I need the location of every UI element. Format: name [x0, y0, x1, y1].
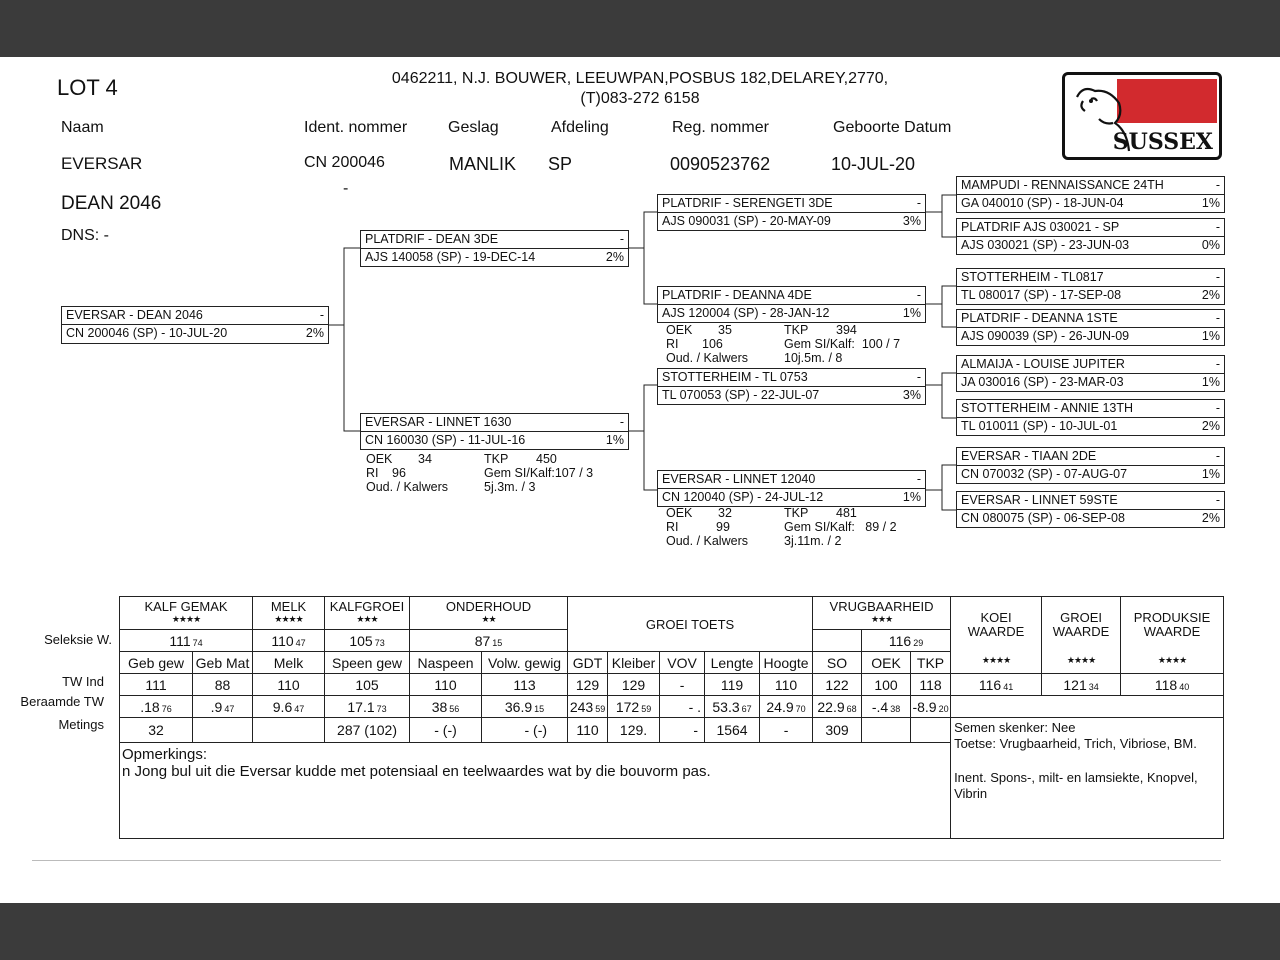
beraamde-cell: [911, 696, 951, 718]
ggp-name: PLATDRIF - DEANNA 1STE: [961, 311, 1118, 325]
divider: [658, 488, 925, 489]
divider: [658, 386, 925, 387]
accuracy: 41: [1003, 681, 1014, 692]
group-kalf-gemak: [120, 597, 253, 630]
stat-label: Gem SI/Kalf:: [484, 466, 555, 480]
stat-label: Oud. / Kalwers: [666, 534, 748, 548]
animal-geboorte: 10-JUL-20: [831, 154, 916, 174]
ss-reg: AJS 090031 (SP) - 20-MAY-09: [662, 214, 831, 228]
beraamde-cell: [193, 696, 253, 718]
metings-cell: [911, 718, 951, 743]
beraamde-cell: [482, 696, 568, 718]
twind-cell: 110: [253, 674, 325, 696]
stars-icon: ★★★★: [171, 614, 201, 624]
animal-geslag: MANLIK: [449, 154, 517, 174]
accuracy: 20: [938, 703, 949, 714]
stat-value: 32: [718, 506, 732, 520]
animal-name-2: DEAN 2046: [61, 193, 162, 214]
header-geboorte: Geboorte Datum: [833, 119, 952, 136]
animal-reg: 0090523762: [670, 154, 771, 174]
pedigree-ggp-5: [956, 355, 1225, 392]
stat-label: TKP: [484, 452, 509, 466]
group-label: WAARDE: [967, 624, 1025, 639]
group-label: ONDERHOUD: [445, 599, 532, 614]
pedigree-ggp-2: [956, 218, 1225, 255]
beraamde-cell: [705, 696, 760, 718]
seleksie-vrugbaarheid: [862, 630, 951, 652]
value: 118: [1154, 676, 1178, 693]
group-label: WAARDE: [1143, 624, 1201, 639]
animal-ident-dash: -: [343, 180, 349, 197]
metings-cell: -: [760, 718, 813, 743]
divider: [658, 212, 925, 213]
col-header: Geb Mat: [193, 652, 253, 674]
stat-label: Gem SI/Kalf:: [784, 337, 855, 351]
stat-value: 481: [836, 506, 857, 520]
divider: [957, 194, 1224, 195]
group-onderhoud: [410, 597, 568, 630]
produksie-waarde-value: [1121, 674, 1224, 696]
accuracy: 73: [376, 703, 387, 714]
remarks-cell: [120, 743, 951, 839]
value: -8.9: [912, 698, 937, 715]
owner-line-2: (T)083-272 6158: [580, 90, 700, 107]
ggp-reg: TL 080017 (SP) - 17-SEP-08: [961, 288, 1122, 302]
ds-pct: 3%: [902, 388, 921, 402]
stat-value: 34: [418, 452, 432, 466]
table-header-row: [120, 597, 1224, 630]
ggp-name: STOTTERHEIM - ANNIE 13TH: [961, 401, 1134, 415]
value: 121: [1063, 676, 1087, 693]
accuracy: 67: [741, 703, 752, 714]
animal-ident: CN 200046: [304, 154, 385, 171]
dam-name: EVERSAR - LINNET 1630: [365, 415, 512, 429]
ggp-inbreeding: -: [1215, 449, 1220, 463]
value: 105: [349, 632, 373, 649]
col-header: Geb gew: [120, 652, 193, 674]
ds-inbreeding: -: [916, 370, 921, 384]
divider: [957, 236, 1224, 237]
row-label-metings: Metings: [58, 717, 104, 732]
koei-waarde-value: [951, 674, 1042, 696]
metings-cell: 129.: [608, 718, 660, 743]
twind-cell: 110: [410, 674, 482, 696]
col-header: Naspeen: [410, 652, 482, 674]
group-label: VRUGBAARHEID: [829, 599, 934, 614]
dd-inbreeding: -: [916, 472, 921, 486]
stat-label: TKP: [784, 506, 809, 520]
ggp-inbreeding: -: [1215, 220, 1220, 234]
ss-inbreeding: -: [916, 196, 921, 210]
ggp-inbreeding: -: [1215, 357, 1220, 371]
value: 243: [569, 698, 594, 715]
beraamde-cell: [120, 696, 193, 718]
accuracy: 47: [294, 703, 305, 714]
beraamde-cell: [608, 696, 660, 718]
beraamde-cell: [813, 696, 862, 718]
ggp-pct: 2%: [1201, 419, 1220, 433]
value: .9: [210, 698, 223, 715]
group-label: WAARDE: [1052, 624, 1110, 639]
stat-label: TKP: [784, 323, 809, 337]
ggp-name: MAMPUDI - RENNAISSANCE 24TH: [961, 178, 1164, 192]
value: - .: [688, 698, 702, 715]
group-koei-waarde: [951, 597, 1042, 674]
accuracy: 40: [1179, 681, 1190, 692]
animal-dns: DNS: -: [61, 227, 109, 244]
header-reg: Reg. nommer: [672, 119, 769, 136]
stars-icon: ★★★★: [274, 614, 303, 624]
sd-reg: AJS 120004 (SP) - 28-JAN-12: [662, 306, 830, 320]
stat-value: 100 / 7: [861, 337, 901, 351]
group-groei-toets: GROEI TOETS: [568, 597, 813, 652]
metings-cell: 110: [568, 718, 608, 743]
logo-word: SUSSEX: [1112, 129, 1213, 155]
header-geslag: Geslag: [448, 119, 499, 136]
stars-icon: ★★★★: [981, 655, 1011, 665]
value: 53.3: [712, 698, 740, 715]
twind-cell: 88: [193, 674, 253, 696]
beraamde-cell: [325, 696, 410, 718]
stat-label: RI: [666, 337, 679, 351]
stat-value: 107 / 3: [554, 466, 594, 480]
twind-cell: 113: [482, 674, 568, 696]
stat-value: 3j.11m. / 2: [784, 534, 842, 548]
stat-value: 394: [836, 323, 857, 337]
ggp-reg: CN 070032 (SP) - 07-AUG-07: [961, 467, 1128, 481]
accuracy: 59: [641, 703, 652, 714]
metings-cell: 287 (102): [325, 718, 410, 743]
metings-cell: [862, 718, 911, 743]
spacer: [954, 752, 1220, 770]
dd-pct: 1%: [902, 490, 921, 504]
ggp-name: PLATDRIF AJS 030021 - SP: [961, 220, 1120, 234]
seleksie-melk: [253, 630, 325, 652]
ggp-inbreeding: -: [1215, 493, 1220, 507]
value: 22.9: [817, 698, 845, 715]
remarks-title: Opmerkings:: [122, 746, 208, 763]
col-header: Speen gew: [325, 652, 410, 674]
col-header: OEK: [862, 652, 911, 674]
value: -.4: [871, 698, 889, 715]
beraamde-empty: [951, 696, 1224, 718]
col-header: Volw. gewig: [482, 652, 568, 674]
accuracy: 38: [890, 703, 901, 714]
dam-reg: CN 160030 (SP) - 11-JUL-16: [365, 433, 526, 447]
group-label: PRODUKSIE: [1133, 610, 1211, 625]
beraamde-cell: [660, 696, 705, 718]
value: 36.9: [504, 698, 533, 715]
stat-label: Oud. / Kalwers: [366, 480, 448, 494]
metings-cell: 309: [813, 718, 862, 743]
stat-label: RI: [666, 520, 679, 534]
metings-cell: 1564: [705, 718, 760, 743]
divider: [361, 248, 628, 249]
divider: [361, 431, 628, 432]
stat-label: Oud. / Kalwers: [666, 351, 748, 365]
col-header: Lengte: [705, 652, 760, 674]
ggp-reg: TL 010011 (SP) - 10-JUL-01: [961, 419, 1118, 433]
twind-cell: 111: [120, 674, 193, 696]
twind-cell: -: [660, 674, 705, 696]
divider: [957, 509, 1224, 510]
owner-line-1: 0462211, N.J. BOUWER, LEEUWPAN,POSBUS 182,DELAREY,2770,: [391, 70, 889, 87]
beraamde-cell: [568, 696, 608, 718]
stars-icon: ★★★★: [1157, 655, 1187, 665]
ggp-name: STOTTERHEIM - TL0817: [961, 270, 1104, 284]
value: 172: [615, 698, 640, 715]
group-label: KALF GEMAK: [144, 599, 228, 614]
ggp-name: ALMAIJA - LOUISE JUPITER: [961, 357, 1125, 371]
beraamde-cell: [253, 696, 325, 718]
stat-value: 5j.3m. / 3: [484, 480, 536, 494]
ggp-pct: 1%: [1201, 196, 1220, 210]
sd-stats: [666, 323, 900, 365]
group-vrugbaarheid: [813, 597, 951, 630]
seleksie-empty: [813, 630, 862, 652]
row-label-twind: TW Ind: [62, 674, 104, 689]
subject-name: EVERSAR - DEAN 2046: [66, 308, 203, 322]
dam-stats: [366, 452, 593, 494]
value: 9.6: [272, 698, 293, 715]
metings-cell: [193, 718, 253, 743]
pedigree-ggp-7: [956, 447, 1225, 484]
col-header: Melk: [253, 652, 325, 674]
accuracy: 15: [492, 637, 503, 648]
ggp-pct: 1%: [1201, 375, 1220, 389]
accuracy: 68: [846, 703, 857, 714]
ds-reg: TL 070053 (SP) - 22-JUL-07: [662, 388, 820, 402]
beraamde-cell: [410, 696, 482, 718]
tests: Toetse: Vrugbaarheid, Trich, Vibriose, BM.: [954, 736, 1197, 751]
pedigree-ggp-4: [956, 309, 1225, 346]
stat-value: 96: [392, 466, 406, 480]
beraamde-row: [120, 696, 1224, 718]
ggp-reg: GA 040010 (SP) - 18-JUN-04: [961, 196, 1124, 210]
value: 110: [271, 632, 294, 649]
pedigree-dam-dam: [657, 470, 926, 507]
ggp-pct: 1%: [1201, 467, 1220, 481]
pedigree-subject: [61, 306, 329, 344]
group-label: MELK: [270, 599, 307, 614]
sire-inbreeding: -: [619, 232, 624, 246]
ggp-pct: 2%: [1201, 288, 1220, 302]
stat-value: 106: [702, 337, 723, 351]
stat-value: 89 / 2: [865, 520, 897, 534]
group-label: KOEI: [980, 610, 1012, 625]
accuracy: 29: [913, 637, 924, 648]
remarks-text: n Jong bul uit die Eversar kudde met potensiaal en teelwaardes wat by die bouvorm pas.: [122, 763, 711, 780]
pedigree-sire-sire: [657, 194, 926, 231]
twind-cell: 105: [325, 674, 410, 696]
group-produksie-waarde: [1121, 597, 1224, 674]
ds-name: STOTTERHEIM - TL 0753: [662, 370, 808, 384]
col-header: Kleiber: [608, 652, 660, 674]
metings-cell: - (-): [482, 718, 568, 743]
group-label: GROEI: [1060, 610, 1103, 625]
stat-label: OEK: [666, 323, 693, 337]
seleksie-kalf-gemak: [120, 630, 253, 652]
dd-reg: CN 120040 (SP) - 24-JUL-12: [662, 490, 824, 504]
stat-label: RI: [366, 466, 379, 480]
divider: [957, 417, 1224, 418]
animal-afdeling: SP: [548, 154, 573, 174]
sd-pct: 1%: [902, 306, 921, 320]
group-groei-waarde: [1042, 597, 1121, 674]
stars-icon: ★★★: [870, 614, 893, 624]
col-header: GDT: [568, 652, 608, 674]
header-naam: Naam: [61, 119, 104, 136]
header-ident: Ident. nommer: [304, 119, 408, 136]
ggp-reg: AJS 030021 (SP) - 23-JUN-03: [961, 238, 1130, 252]
dd-stats: [666, 506, 897, 548]
ggp-pct: 2%: [1201, 511, 1220, 525]
semen-donor: Semen skenker: Nee: [954, 720, 1076, 735]
accuracy: 15: [534, 703, 545, 714]
ggp-pct: 1%: [1201, 329, 1220, 343]
row-label-seleksie: Seleksie W.: [44, 632, 112, 647]
divider: [957, 327, 1224, 328]
beraamde-cell: [760, 696, 813, 718]
twind-cell: 129: [568, 674, 608, 696]
twind-cell: 122: [813, 674, 862, 696]
ggp-reg: CN 080075 (SP) - 06-SEP-08: [961, 511, 1125, 525]
metings-cell: [253, 718, 325, 743]
sd-name: PLATDRIF - DEANNA 4DE: [662, 288, 812, 302]
breeding-values-table: [119, 596, 1224, 839]
metings-cell: - (-): [410, 718, 482, 743]
sire-reg: AJS 140058 (SP) - 19-DEC-14: [365, 250, 536, 264]
ggp-reg: JA 030016 (SP) - 23-MAR-03: [961, 375, 1124, 389]
accuracy: 47: [224, 703, 235, 714]
ggp-inbreeding: -: [1215, 270, 1220, 284]
group-kalfgroei: [325, 597, 410, 630]
accuracy: 70: [795, 703, 806, 714]
row-label-beraamde: Beraamde TW: [20, 694, 104, 709]
subject-inbreeding: -: [319, 308, 324, 322]
ss-pct: 3%: [902, 214, 921, 228]
metings-row: [120, 718, 1224, 743]
sire-pct: 2%: [605, 250, 624, 264]
value: 38: [431, 698, 448, 715]
footer-divider: [32, 860, 1221, 861]
accuracy: 56: [449, 703, 460, 714]
dam-pct: 1%: [605, 433, 624, 447]
divider: [62, 324, 328, 325]
value: 116: [978, 676, 1002, 693]
stars-icon: ★★★★: [1066, 655, 1096, 665]
value: 111: [169, 632, 191, 649]
twind-row: [120, 674, 1224, 696]
col-header: SO: [813, 652, 862, 674]
ggp-pct: 0%: [1201, 238, 1220, 252]
value: 24.9: [766, 698, 794, 715]
ggp-inbreeding: -: [1215, 401, 1220, 415]
dam-inbreeding: -: [619, 415, 624, 429]
ggp-inbreeding: -: [1215, 311, 1220, 325]
dd-name: EVERSAR - LINNET 12040: [662, 472, 816, 486]
notes-cell: [951, 718, 1224, 839]
col-header: TKP: [911, 652, 951, 674]
lot-number: LOT 4: [57, 75, 118, 100]
twind-cell: 119: [705, 674, 760, 696]
sd-inbreeding: -: [916, 288, 921, 302]
stars-icon: ★★: [481, 614, 496, 624]
twind-cell: 110: [760, 674, 813, 696]
vaccinations: Inent. Spons-, milt- en lamsiekte, Knopvel, Vibrin: [954, 770, 1198, 801]
group-label: KALFGROEI: [329, 599, 405, 614]
stat-label: OEK: [666, 506, 693, 520]
animal-naam: EVERSAR: [61, 154, 143, 173]
ggp-name: EVERSAR - LINNET 59STE: [961, 493, 1118, 507]
twind-cell: 129: [608, 674, 660, 696]
divider: [658, 304, 925, 305]
pedigree-sire: [360, 230, 629, 267]
accuracy: 73: [374, 637, 385, 648]
stat-value: 450: [536, 452, 557, 466]
group-melk: [253, 597, 325, 630]
value: 116: [888, 632, 912, 649]
col-header: VOV: [660, 652, 705, 674]
subject-reg: CN 200046 (SP) - 10-JUL-20: [66, 326, 228, 340]
sire-name: PLATDRIF - DEAN 3DE: [365, 232, 499, 246]
pedigree-dam-sire: [657, 368, 926, 405]
ggp-inbreeding: -: [1215, 178, 1220, 192]
ggp-name: EVERSAR - TIAAN 2DE: [961, 449, 1097, 463]
twind-cell: 118: [911, 674, 951, 696]
subject-pct: 2%: [305, 326, 324, 340]
accuracy: 34: [1088, 681, 1099, 692]
ggp-reg: AJS 090039 (SP) - 26-JUN-09: [961, 329, 1130, 343]
stat-label: Gem SI/Kalf:: [784, 520, 855, 534]
ss-name: PLATDRIF - SERENGETI 3DE: [662, 196, 833, 210]
beraamde-cell: [862, 696, 911, 718]
stars-icon: ★★★: [356, 614, 378, 624]
divider: [957, 286, 1224, 287]
divider: [957, 465, 1224, 466]
value: 87: [474, 632, 491, 649]
pedigree-ggp-6: [956, 399, 1225, 436]
groei-waarde-value: [1042, 674, 1121, 696]
seleksie-kalfgroei: [325, 630, 410, 652]
stat-value: 99: [716, 520, 730, 534]
col-header: Hoogte: [760, 652, 813, 674]
twind-cell: 100: [862, 674, 911, 696]
metings-cell: 32: [120, 718, 193, 743]
pedigree-dam: [360, 413, 629, 450]
pedigree-sire-dam: [657, 286, 926, 323]
stat-value: 10j.5m. / 8: [784, 351, 843, 365]
accuracy: 74: [192, 637, 203, 648]
stat-value: 35: [718, 323, 732, 337]
metings-cell: -: [660, 718, 705, 743]
value: 17.1: [347, 698, 375, 715]
pedigree-ggp-1: [956, 176, 1225, 213]
header-afdeling: Afdeling: [551, 119, 609, 136]
accuracy: 76: [161, 703, 172, 714]
value: .18: [140, 698, 160, 715]
bottom-bar: [0, 903, 1280, 960]
accuracy: 47: [295, 637, 306, 648]
pedigree-ggp-8: [956, 491, 1225, 528]
seleksie-onderhoud: [410, 630, 568, 652]
pedigree-ggp-3: [956, 268, 1225, 305]
divider: [957, 373, 1224, 374]
stat-label: OEK: [366, 452, 393, 466]
accuracy: 59: [595, 703, 606, 714]
